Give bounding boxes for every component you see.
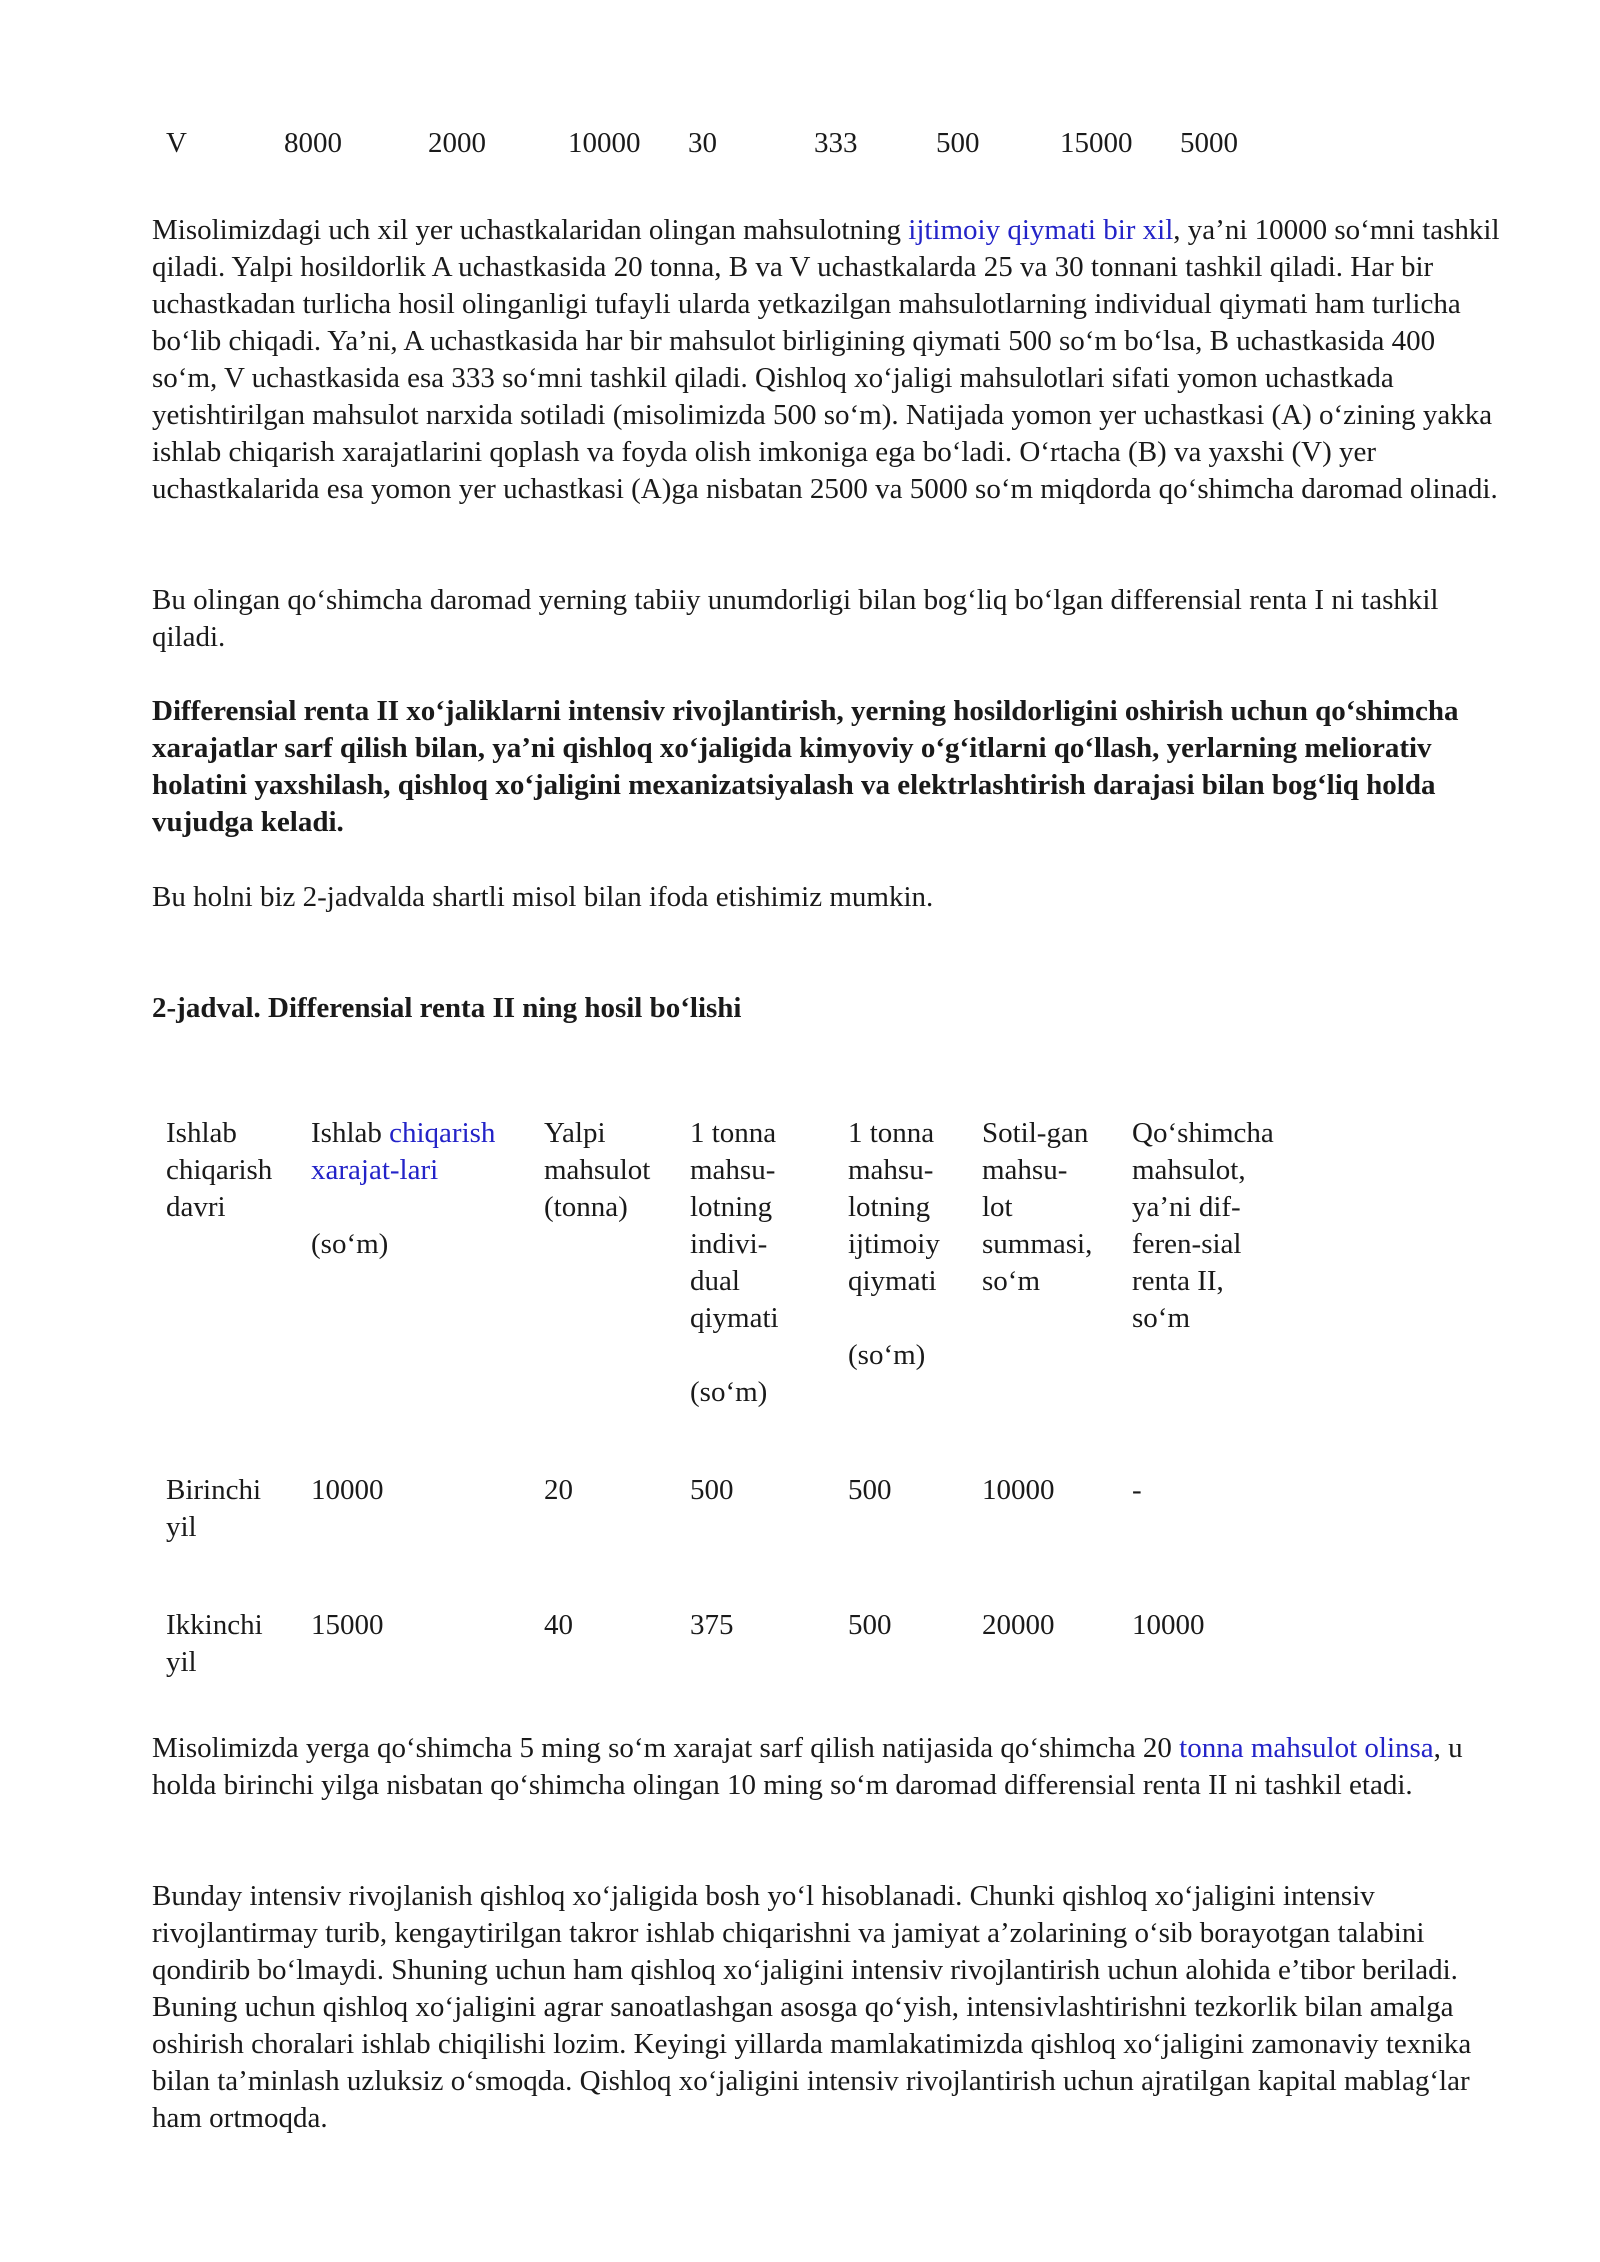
cell-plot-name: V xyxy=(166,127,187,159)
row-period: Birinchi yil xyxy=(166,1474,262,1543)
cell-value: 10000 xyxy=(568,127,641,159)
text: Misolimizda yerga qo‘shimcha 5 ming so‘m xarajat sarf qilish natijasida qo‘shimcha 20 xyxy=(152,1732,1180,1764)
cell-value: 15000 xyxy=(1060,127,1133,159)
paragraph-6: Bunday intensiv rivojlanish qishloq xo‘jaligida bosh yo‘l hisoblanadi. Chunki qishloq xo‘jaligini intensiv rivojlantirmay turib, kengaytirilgan takror ishlab chiqarishni va jamiyat a’zolarining o‘sib borayotgan talabini qondirib bo‘lmaydi. Shuning uchun ham qishloq xo‘jaligini intensiv rivojlantirish uchun alohida e’tibor beriladi. Buning uchun qishloq xo‘jaligini agrar sanoatlashgan asosga qo‘yish, intensivlashtirishni tezkorlik bilan amalga oshirish choralari ishlab chiqilishi lozim. Keyingi yillarda mamlakatimizda qishloq xo‘jaligini zamonaviy texnika bilan ta’minlash uzluksiz o‘smoqda. Qishloq xo‘jaligini intensiv rivojlantirish uchun ajratilgan kapital mablag‘lar ham ortmoqda. xyxy=(152,1880,1472,2134)
row-cell: 10000 xyxy=(311,1474,384,1506)
paragraph-5 xyxy=(152,1730,1502,1804)
paragraph-4: Bu holni biz 2-jadvalda shartli misol bilan ifoda etishimiz mumkin. xyxy=(152,881,934,913)
header-social-value: 1 tonna mahsu- lotning ijtimoiy qiymati xyxy=(848,1117,940,1297)
cell-value: 5000 xyxy=(1180,127,1238,159)
inline-link[interactable]: chiqarish xarajat-lari xyxy=(311,1117,496,1186)
header-costs xyxy=(311,1115,495,1189)
header-sold-amount: Sotil-gan mahsu- lot summasi, so‘m xyxy=(982,1117,1093,1297)
header-gross-output: Yalpi mahsulot (tonna) xyxy=(544,1117,651,1223)
text: , ya’ni 10000 so‘mni tashkil qiladi. Yalpi hosildorlik A uchastkasida 20 tonna, B va V uchastkalarda 25 va 30 tonnani tashkil qiladi. Har bir uchastkadan turlicha hosil olinganligi tufayli ularda yetkazilgan mahsulotlarning individual qiymati ham turlicha bo‘lib chiqadi. Ya’ni, A uchastkasida har bir mahsulot birligining qiymati 500 so‘m bo‘lsa, B uchastkasida 400 so‘m, V uchastkasida esa 333 so‘mni tashkil qiladi. Qishloq xo‘jaligi mahsulotlari sifati yomon uchastkada yetishtirilgan mahsulot narxida sotiladi (misolimizda 500 so‘m). Natijada yomon yer uchastkasi (A) o‘zining yakka ishlab chiqarish xarajatlarini qoplash va foyda olish imkoniga ega bo‘ladi. O‘rtacha (B) va yaxshi (V) yer uchastkalarida esa yomon yer uchastkasi (A)ga nisbatan 2500 va 5000 so‘m miqdorda qo‘shimcha daromad olinadi. xyxy=(152,214,1500,505)
row-cell: 15000 xyxy=(311,1609,384,1641)
row-cell: 375 xyxy=(690,1609,734,1641)
cell-value: 500 xyxy=(936,127,980,159)
cell-value: 2000 xyxy=(428,127,486,159)
header-rent-ii: Qo‘shimcha mahsulot, ya’ni dif- feren-sial renta II, so‘m xyxy=(1132,1117,1274,1334)
paragraph-2: Bu olingan qo‘shimcha daromad yerning tabiiy unumdorligi bilan bog‘liq bo‘lgan differensial renta I ni tashkil qiladi. xyxy=(152,584,1439,653)
text: Misolimizdagi uch xil yer uchastkalaridan olingan mahsulotning xyxy=(152,214,909,246)
row-cell: 500 xyxy=(848,1609,892,1641)
row-cell: - xyxy=(1132,1474,1142,1506)
inline-link[interactable]: tonna mahsulot olinsa xyxy=(1179,1732,1434,1764)
header-costs-unit: (so‘m) xyxy=(311,1228,389,1260)
row-cell: 10000 xyxy=(982,1474,1055,1506)
header-individual-value: 1 tonna mahsu- lotning indivi- dual qiymati xyxy=(690,1117,779,1334)
row-cell: 20000 xyxy=(982,1609,1055,1641)
row-cell: 500 xyxy=(690,1474,734,1506)
text: Ishlab xyxy=(311,1117,390,1149)
table-title: 2-jadval. Differensial renta II ning hosil bo‘lishi xyxy=(152,992,742,1024)
row-cell: 20 xyxy=(544,1474,573,1506)
paragraph-1 xyxy=(152,212,1502,508)
paragraph-3-bold: Differensial renta II xo‘jaliklarni intensiv rivojlantirish, yerning hosildorligini oshirish uchun qo‘shimcha xarajatlar sarf qilish bilan, ya’ni qishloq xo‘jaligida kimyoviy o‘g‘itlarni qo‘llash, yerlarning meliorativ holatini yaxshilash, qishloq xo‘jaligini mexanizatsiyalash va elektrlashtirish darajasi bilan bog‘liq holda vujudga keladi. xyxy=(152,695,1459,838)
row-cell: 10000 xyxy=(1132,1609,1205,1641)
cell-value: 333 xyxy=(814,127,858,159)
header-social-value-unit: (so‘m) xyxy=(848,1339,926,1371)
cell-value: 8000 xyxy=(284,127,342,159)
row-cell: 40 xyxy=(544,1609,573,1641)
header-individual-value-unit: (so‘m) xyxy=(690,1376,768,1408)
header-period: Ishlab chiqarish davri xyxy=(166,1117,273,1223)
row-period: Ikkinchi yil xyxy=(166,1609,263,1678)
inline-link[interactable]: ijtimoiy qiymati bir xil xyxy=(908,214,1174,246)
cell-value: 30 xyxy=(688,127,717,159)
text: , u holda birinchi yilga nisbatan qo‘shimcha olingan 10 ming so‘m daromad differensial renta II ni tashkil etadi. xyxy=(152,1732,1463,1801)
row-cell: 500 xyxy=(848,1474,892,1506)
